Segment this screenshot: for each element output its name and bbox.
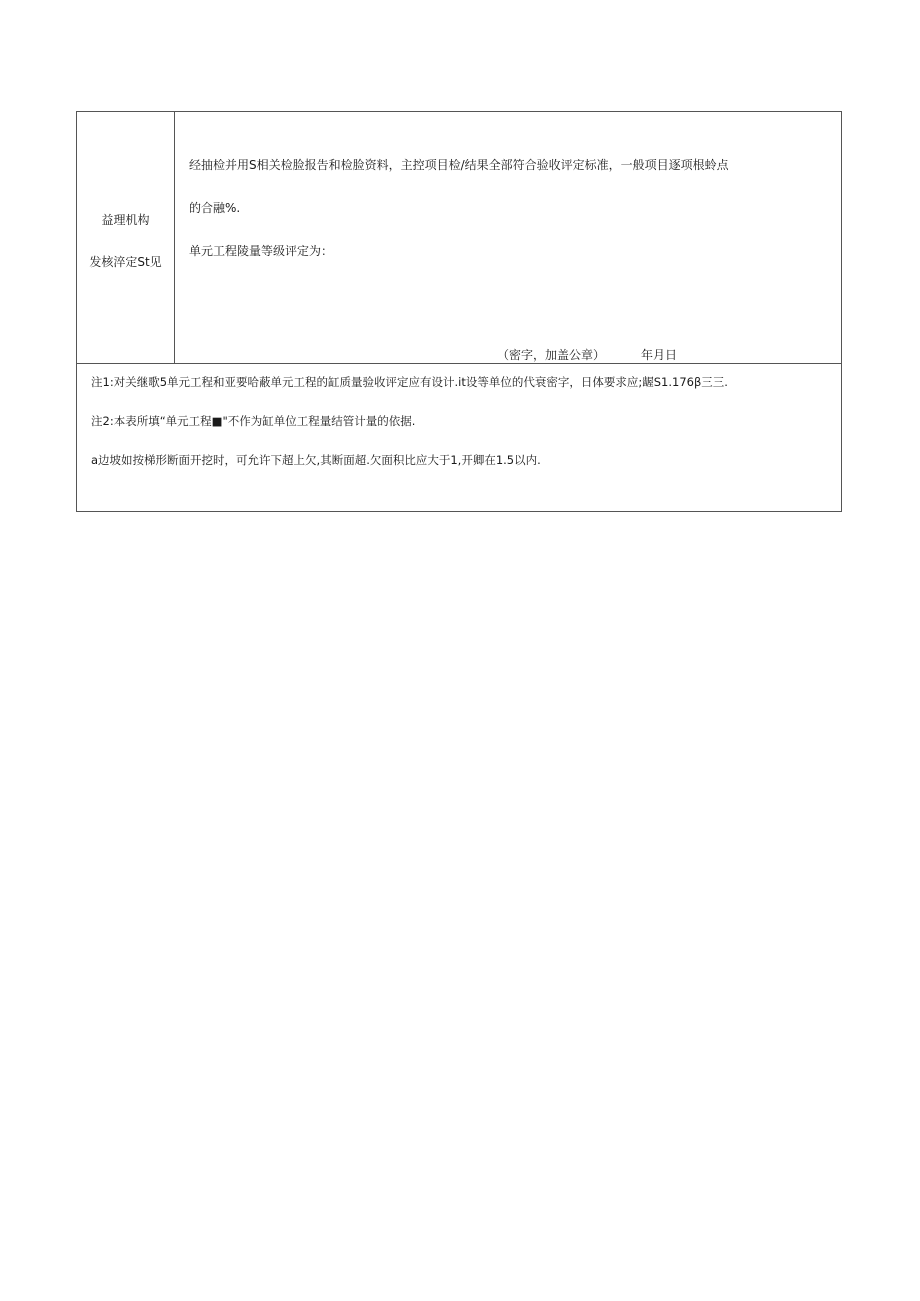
quality-grade-label: 单元工程陵量等级评定为：: [189, 244, 334, 258]
signature-line: [497, 348, 677, 362]
supervision-label-cell: [77, 112, 175, 363]
note-2: 注2:本表所填“单元工程■"不作为缸单位工程量结管计量的依据.: [91, 414, 416, 428]
opinion-text-line2: 的合融%.: [189, 201, 241, 215]
notes-row: [77, 364, 841, 511]
supervision-opinion-row: [77, 112, 841, 364]
supervision-label-line1: 益理机构: [101, 213, 150, 227]
supervision-label-line2: 发核淬定St见: [89, 255, 162, 269]
date-label: 年月日: [641, 348, 678, 362]
supervision-opinion-content: [175, 112, 841, 363]
note-3: a边坡如按梯形断面开挖时，可允许下超上欠,其断面超.欠面积比应大于1,开卿在1.5以内.: [91, 453, 541, 467]
note-1: 注1:对关继歌5单元工程和亚要哈蔽单元工程的缸质量验收评定应有设计.it设等单位的代衰密字，日体要求应;龌S1.176β三三.: [91, 375, 728, 389]
evaluation-form-table: [76, 111, 842, 512]
opinion-text-line1: 经抽检并用S相关检脸报告和检脸资料，主控项目检/结果全部符合验收评定标准，一般项目逐项根蛉点: [189, 158, 729, 172]
signature-seal-label: （密字，加盖公章）: [497, 348, 606, 362]
